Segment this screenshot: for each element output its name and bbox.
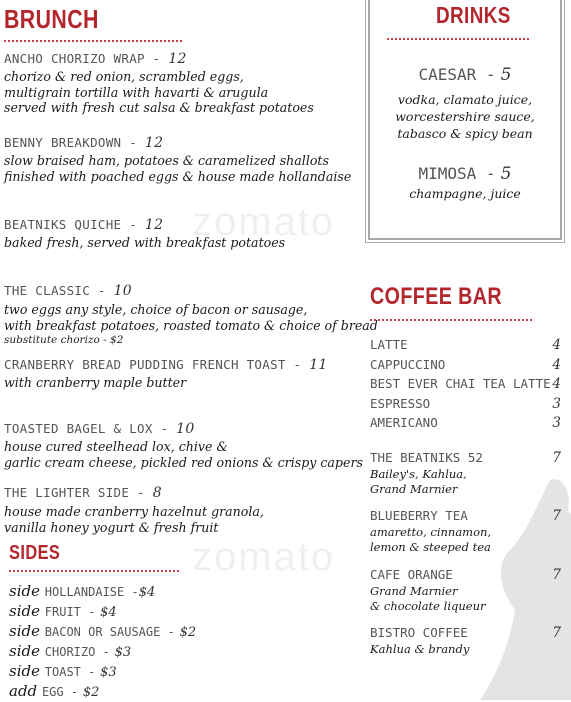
brunch-item-desc: baked fresh, served with breakfast potatoes: [4, 235, 286, 250]
brunch-item-price: 11: [309, 357, 328, 373]
brunch-item-price: 12: [144, 217, 164, 233]
brunch-divider: [4, 40, 182, 42]
watermark: zomato: [192, 535, 336, 579]
coffee-item: LATTE 4: [370, 337, 561, 353]
coffee-special: BLUEBERRY TEA 7 amaretto, cinnamon, lemon & steeped tea: [370, 508, 561, 554]
drinks-heading: DRINKS: [436, 2, 511, 28]
coffee-item: BEST EVER CHAI TEA LATTE 4: [370, 376, 561, 392]
brunch-item-name: BENNY BREAKDOWN - 12: [4, 135, 164, 151]
coffee-special: CAFE ORANGE 7 Grand Marnier & chocolate liqueur: [370, 567, 561, 613]
brunch-heading: BRUNCH: [4, 4, 99, 34]
brunch-item-price: 10: [113, 283, 132, 299]
side-item: side FRUIT - $4: [9, 602, 117, 620]
brunch-item-desc: house cured steelhead lox, chive & garlic cream cheese, pickled red onions & crispy capers: [4, 439, 363, 470]
brunch-item-price: 12: [144, 135, 164, 151]
drinks-divider: [387, 38, 529, 40]
brunch-item-name: BEATNIKS QUICHE - 12: [4, 217, 164, 233]
brunch-item-name: THE CLASSIC - 10: [4, 283, 132, 299]
side-item: side HOLLANDAISE -$4: [9, 582, 156, 600]
watermark: zomato: [192, 200, 336, 244]
brunch-item-price: 12: [168, 51, 187, 67]
brunch-item-desc: house made cranberry hazelnut granola, vanilla honey yogurt & fresh fruit: [4, 504, 264, 535]
coffee-item: CAPPUCCINO 4: [370, 356, 561, 373]
brunch-item-name: CRANBERRY BREAD PUDDING FRENCH TOAST - 11: [4, 357, 328, 373]
drink-item: MIMOSA - 5 champagne, juice: [409, 164, 521, 201]
brunch-item-name: TOASTED BAGEL & LOX - 10: [4, 421, 195, 437]
sides-divider: [9, 570, 179, 572]
sides-list: [9, 582, 196, 702]
brunch-item-desc: slow braised ham, potatoes & caramelized shallots finished with poached eggs & house made hollandaise: [4, 153, 352, 184]
side-item: side CHORIZO - $3: [9, 642, 132, 660]
side-item: side TOAST - $3: [9, 662, 117, 680]
coffee-item: ESPRESSO 3: [370, 395, 561, 412]
coffee-divider: [370, 319, 532, 321]
coffee-item: AMERICANO 3: [370, 415, 561, 431]
brunch-item-name: ANCHO CHORIZO WRAP - 12: [4, 51, 187, 67]
brunch-item-price: 10: [176, 421, 195, 437]
brunch-item-name: THE LIGHTER SIDE - 8: [4, 485, 162, 501]
side-item: add EGG - $2: [9, 682, 100, 700]
drink-item: CAESAR - 5 vodka, clamato juice, worcestershire sauce, tabasco & spicy bean: [395, 65, 535, 141]
brunch-item-note: substitute chorizo - $2: [4, 334, 124, 346]
coffee-special: THE BEATNIKS 52 7 Bailey's, Kahlua, Grand Marnier: [370, 450, 561, 496]
coffee-list: [370, 337, 561, 435]
brunch-item-price: 8: [152, 485, 162, 501]
brunch-item-desc: two eggs any style, choice of bacon or sausage, with breakfast potatoes, roasted tomato & choice of bread: [4, 302, 378, 333]
coffee-heading: COFFEE BAR: [370, 283, 503, 310]
brunch-item-desc: with cranberry maple butter: [4, 375, 187, 390]
sides-heading: SIDES: [9, 542, 61, 564]
brunch-item-desc: chorizo & red onion, scrambled eggs, multigrain tortilla with havarti & arugula served with fresh cut salsa & breakfast potatoes: [4, 69, 314, 115]
side-item: side BACON OR SAUSAGE - $2: [9, 622, 197, 640]
coffee-special: BISTRO COFFEE 7 Kahlua & brandy: [370, 625, 561, 656]
